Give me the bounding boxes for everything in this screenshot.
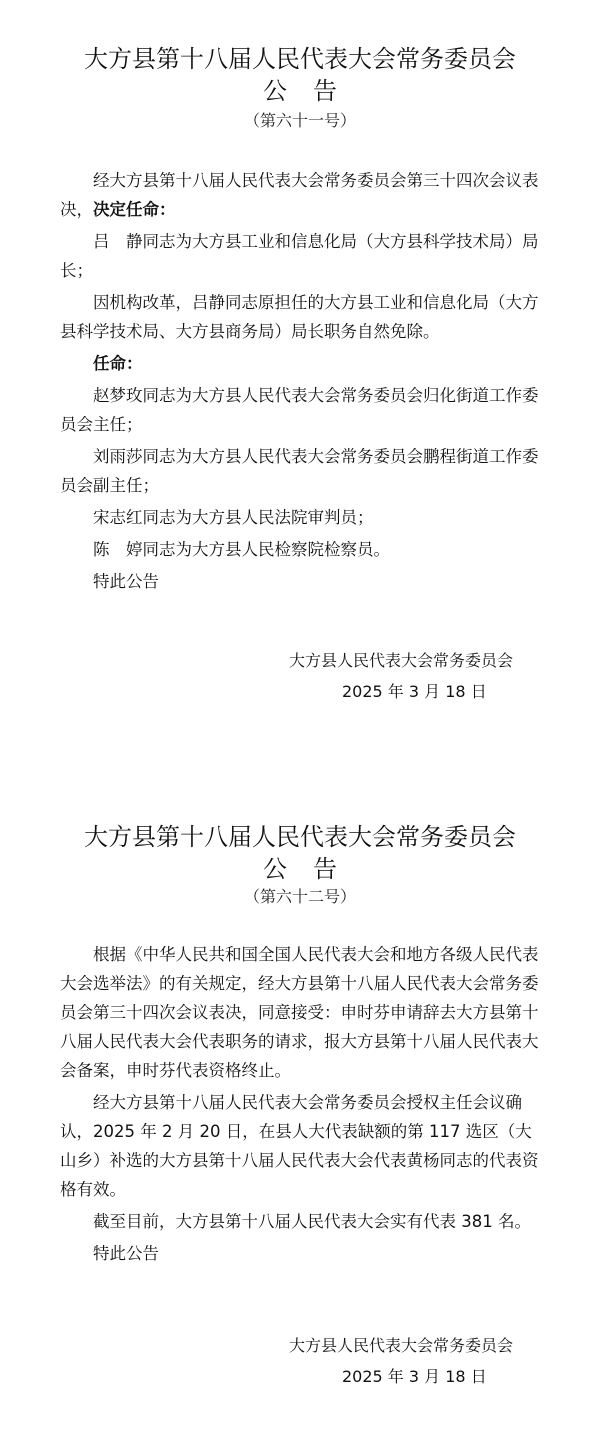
appoint-label: 任命： [93,354,143,373]
doc-number: （第六十二号） [243,887,356,906]
paragraph: 陈 婷同志为大方县人民检察院检察员。 [93,540,390,559]
doc-heading: 公告 [263,855,363,883]
paragraph: 宋志红同志为大方县人民法院审判员； [93,508,374,527]
intro-text: 经大方县第十八届人民代表大会常务委员会第三十四次会议表决， [60,171,539,219]
closing-text: 特此公告 [93,1244,159,1263]
paragraph: 截至目前，大方县第十八届人民代表大会实有代表 381 名。 [93,1212,531,1231]
doc-heading: 公告 [263,77,363,105]
announcement-62 [0,790,600,1430]
decision-label: 决定任命： [93,200,176,219]
signature-org: 大方县人民代表大会常务委员会 [289,651,514,670]
doc-title: 大方县第十八届人民代表大会常务委员会 [84,823,516,851]
doc-body [60,166,550,599]
doc-title: 大方县第十八届人民代表大会常务委员会 [84,45,516,73]
paragraph: 赵梦玫同志为大方县人民代表大会常务委员会归化街道工作委员会主任； [60,386,539,434]
paragraph: 刘雨莎同志为大方县人民代表大会常务委员会鹏程街道工作委员会副主任； [60,447,539,495]
paragraph: 经大方县第十八届人民代表大会常务委员会授权主任会议确认，2025 年 2 月 20 日，在县人大代表缺额的第 117 选区（大山乡）补选的大方县第十八届人民代表大会代表黄杨同志的代表资格有效。 [60,1093,539,1199]
doc-number: （第六十一号） [243,111,356,130]
paragraph: 吕 静同志为大方县工业和信息化局（大方县科学技术局）局长； [60,232,539,280]
signature-date: 2025 年 3 月 18 日 [342,682,487,701]
signature-date: 2025 年 3 月 18 日 [342,1367,487,1386]
paragraph: 根据《中华人民共和国全国人民代表大会和地方各级人民代表大会选举法》的有关规定，经大方县第十八届人民代表大会常务委员会第三十四次会议表决，同意接受：申时芬申请辞去大方县第十八届人民代表大会代表职务的请求，报大方县第十八届人民代表大会备案，申时芬代表资格终止。 [60,945,539,1080]
intro-paragraph [60,166,550,224]
paragraph: 因机构改革，吕静同志原担任的大方县工业和信息化局（大方县科学技术局、大方县商务局）局长职务自然免除。 [60,293,539,341]
doc-body [60,940,548,1271]
closing-text: 特此公告 [93,572,159,591]
signature-org: 大方县人民代表大会常务委员会 [289,1336,514,1355]
